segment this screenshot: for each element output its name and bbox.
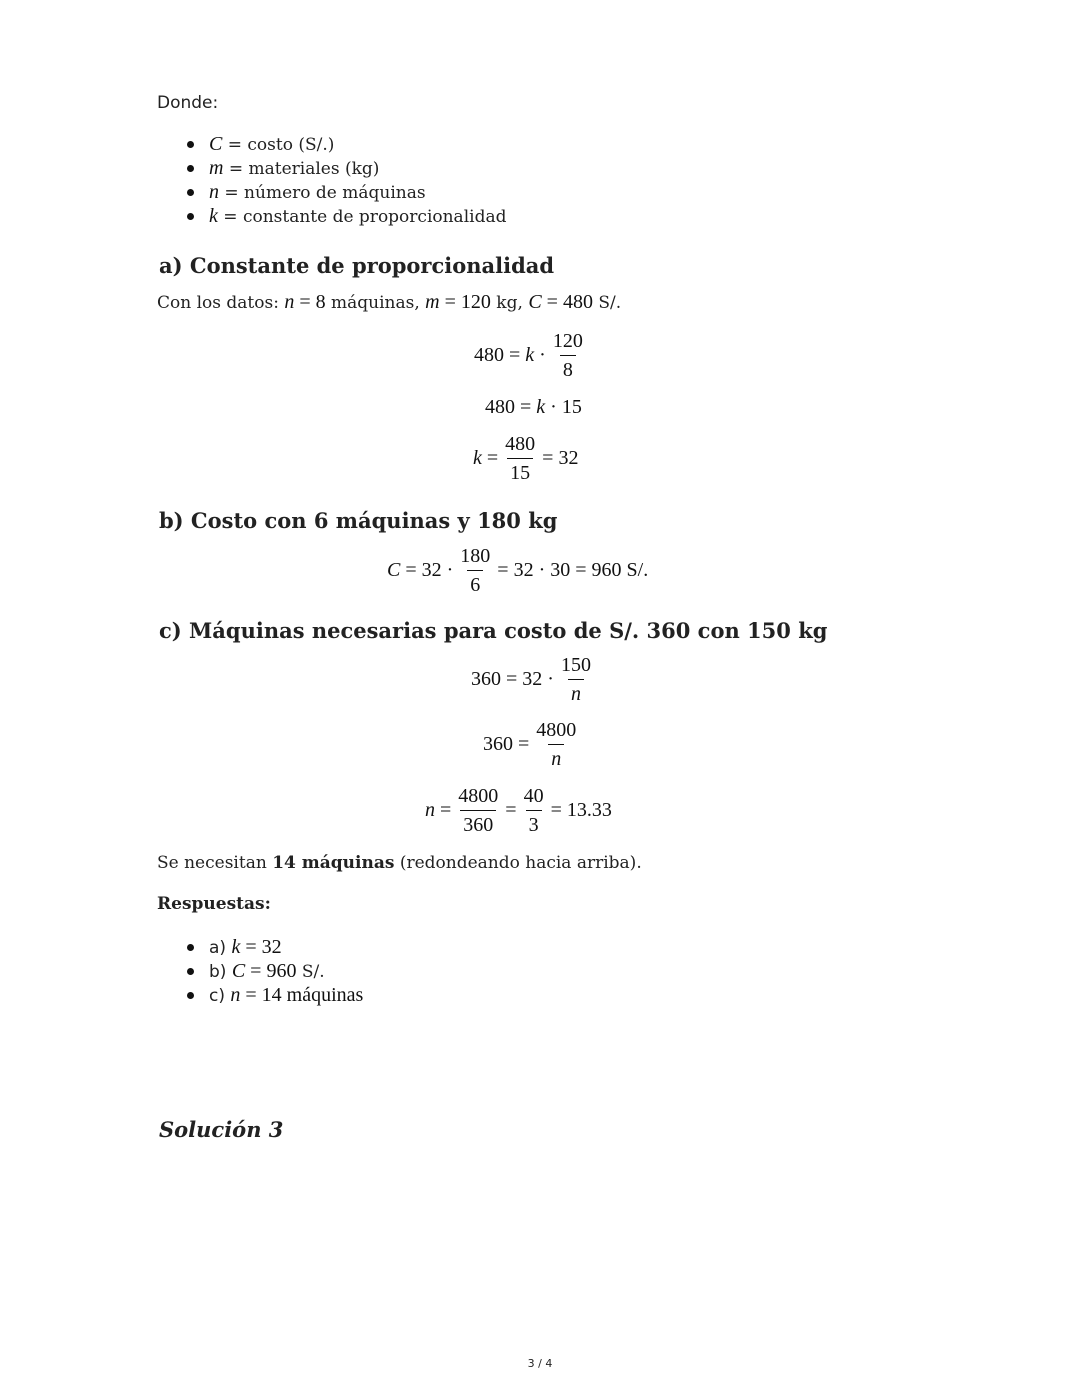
- section-b-heading: b) Costo con 6 máquinas y 180 kg: [159, 508, 558, 533]
- answer-item-a: a) k = 32: [183, 935, 363, 959]
- section-a-equation-1: 480 = k · $\frac{120}{8}$: [474, 330, 583, 381]
- definition-item-c: C = costo (S/.): [183, 132, 506, 156]
- donde-label: Donde:: [157, 93, 219, 113]
- answers-title: Respuestas:: [157, 894, 271, 914]
- section-a-equation-3: k = $\frac{480}{15}$ = 32: [473, 433, 579, 484]
- section-c-conclusion: Se necesitan 14 máquinas (redondeando hacia arriba).: [157, 853, 642, 873]
- answer-item-b: b) C = 960 S/.: [183, 959, 363, 983]
- definition-item-k: k = constante de proporcionalidad: [183, 204, 506, 228]
- definition-item-m: m = materiales (kg): [183, 156, 506, 180]
- section-b-equation: C = 32 · $\frac{180}{6}$ = 32 · 30 = 960 S/.: [387, 545, 649, 596]
- answers-list: [183, 935, 363, 1007]
- section-c-equation-2: 360 = $\frac{4800}{n}$: [483, 719, 577, 770]
- section-a-data-line: Con los datos: n = 8 máquinas, m = 120 kg, C = 480 S/.: [157, 291, 622, 313]
- section-a-equation-2: 480 = k · 15: [485, 396, 582, 418]
- definition-item-n: n = número de máquinas: [183, 180, 506, 204]
- answer-item-c: c) n = 14 máquinas: [183, 983, 363, 1007]
- definitions-list: [183, 132, 506, 228]
- section-c-equation-3: n = $\frac{4800}{360}$ = $\frac{40}{3}$ = 13.33: [425, 785, 612, 836]
- section-c-equation-1: 360 = 32 · $\frac{150}{n}$: [471, 654, 591, 705]
- next-section-title: Solución 3: [159, 1117, 284, 1142]
- section-a-heading: a) Constante de proporcionalidad: [159, 253, 555, 278]
- section-c-heading: c) Máquinas necesarias para costo de S/. 360 con 150 kg: [159, 618, 828, 643]
- page-number: 3 / 4: [527, 1357, 553, 1370]
